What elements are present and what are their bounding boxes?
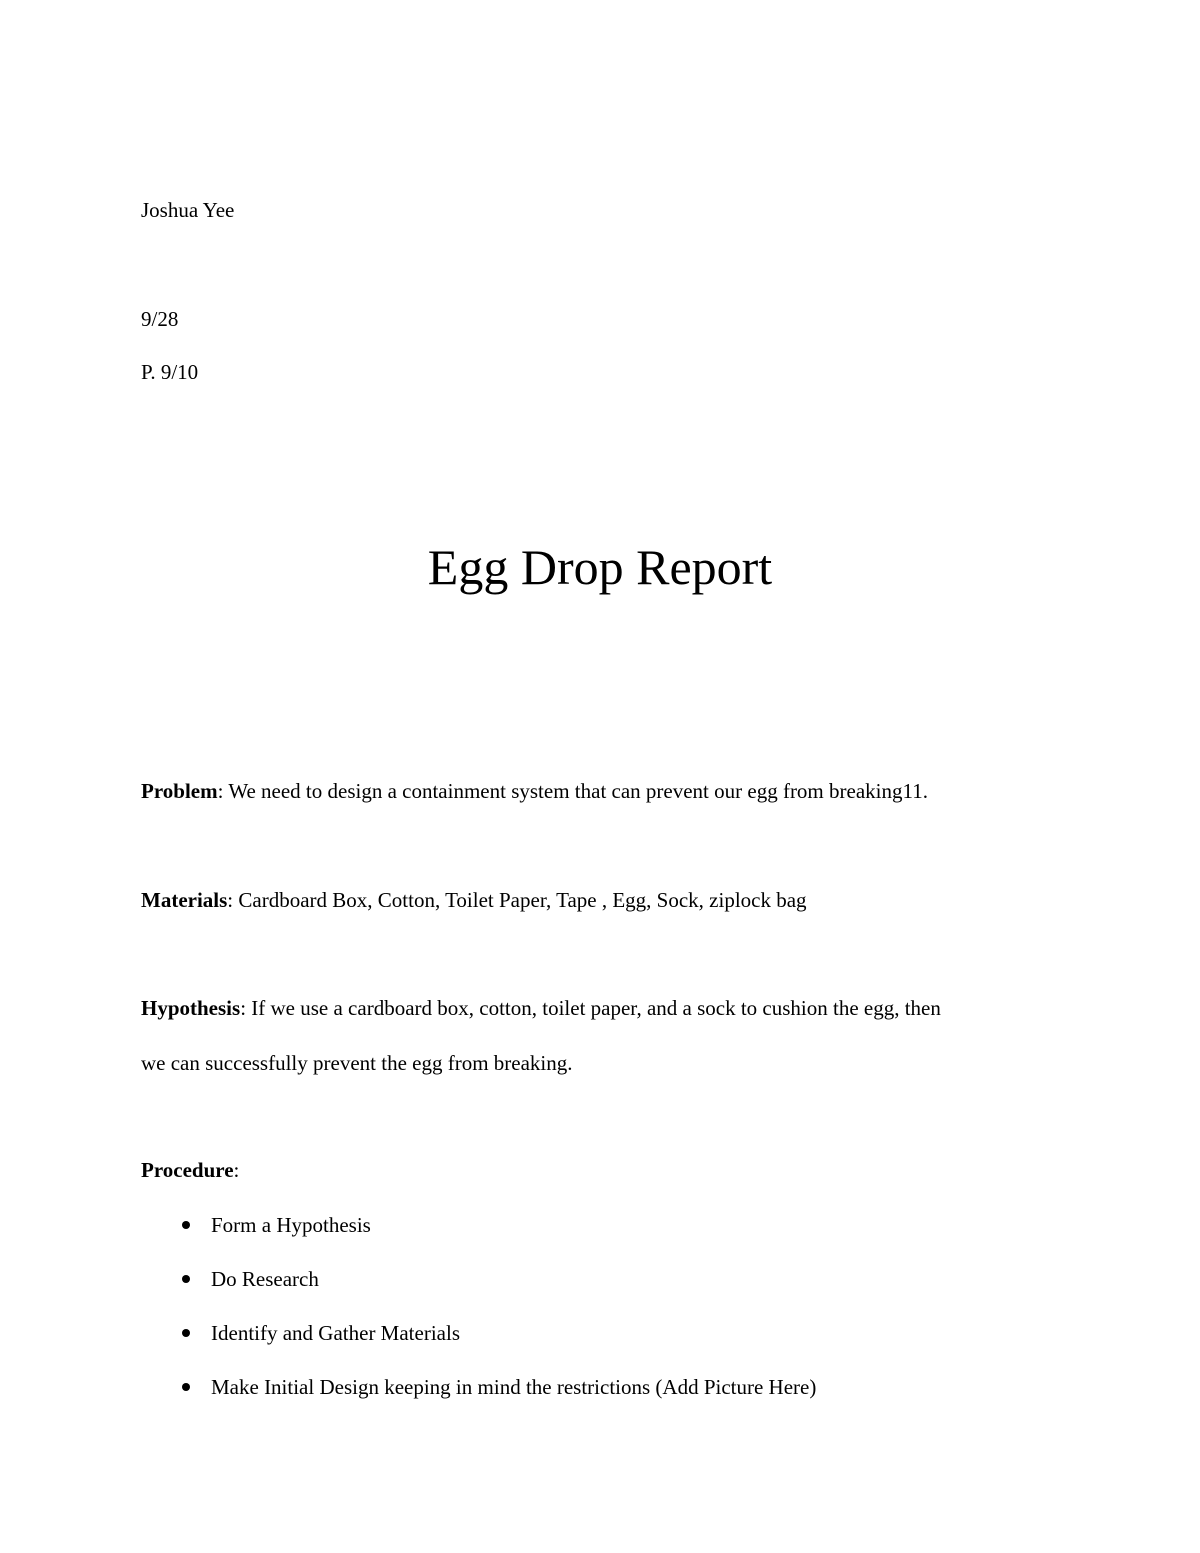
- problem-paragraph: [141, 777, 928, 805]
- list-item-text: Make Initial Design keeping in mind the restrictions (Add Picture Here): [211, 1375, 817, 1399]
- report-title: Egg Drop Report: [427, 539, 773, 595]
- bullet-icon: [182, 1329, 190, 1337]
- hypothesis-paragraph: [141, 994, 941, 1022]
- materials-paragraph: [141, 886, 807, 914]
- hypothesis-continuation: we can successfully prevent the egg from breaking.: [141, 1051, 573, 1075]
- bullet-icon: [182, 1221, 190, 1229]
- list-item-text: Identify and Gather Materials: [211, 1321, 460, 1345]
- author-name: Joshua Yee: [141, 198, 235, 222]
- date: 9/28: [141, 307, 179, 331]
- materials-label: Materials: [141, 888, 228, 912]
- procedure-heading: [141, 1156, 239, 1184]
- list-item-text: Form a Hypothesis: [211, 1213, 371, 1237]
- bullet-icon: [182, 1275, 190, 1283]
- bullet-icon: [182, 1383, 190, 1391]
- list-item-text: Do Research: [211, 1267, 319, 1291]
- procedure-colon: :: [233, 1158, 240, 1182]
- problem-text: : We need to design a containment system that can prevent our egg from breaking11.: [217, 779, 928, 803]
- problem-label: Problem: [141, 779, 218, 803]
- class-period: P. 9/10: [141, 360, 199, 384]
- materials-text: : Cardboard Box, Cotton, Toilet Paper, Tape , Egg, Sock, ziplock bag: [227, 888, 807, 912]
- hypothesis-text: : If we use a cardboard box, cotton, toilet paper, and a sock to cushion the egg, then: [240, 996, 941, 1020]
- hypothesis-label: Hypothesis: [141, 996, 241, 1020]
- procedure-label: Procedure: [141, 1158, 234, 1182]
